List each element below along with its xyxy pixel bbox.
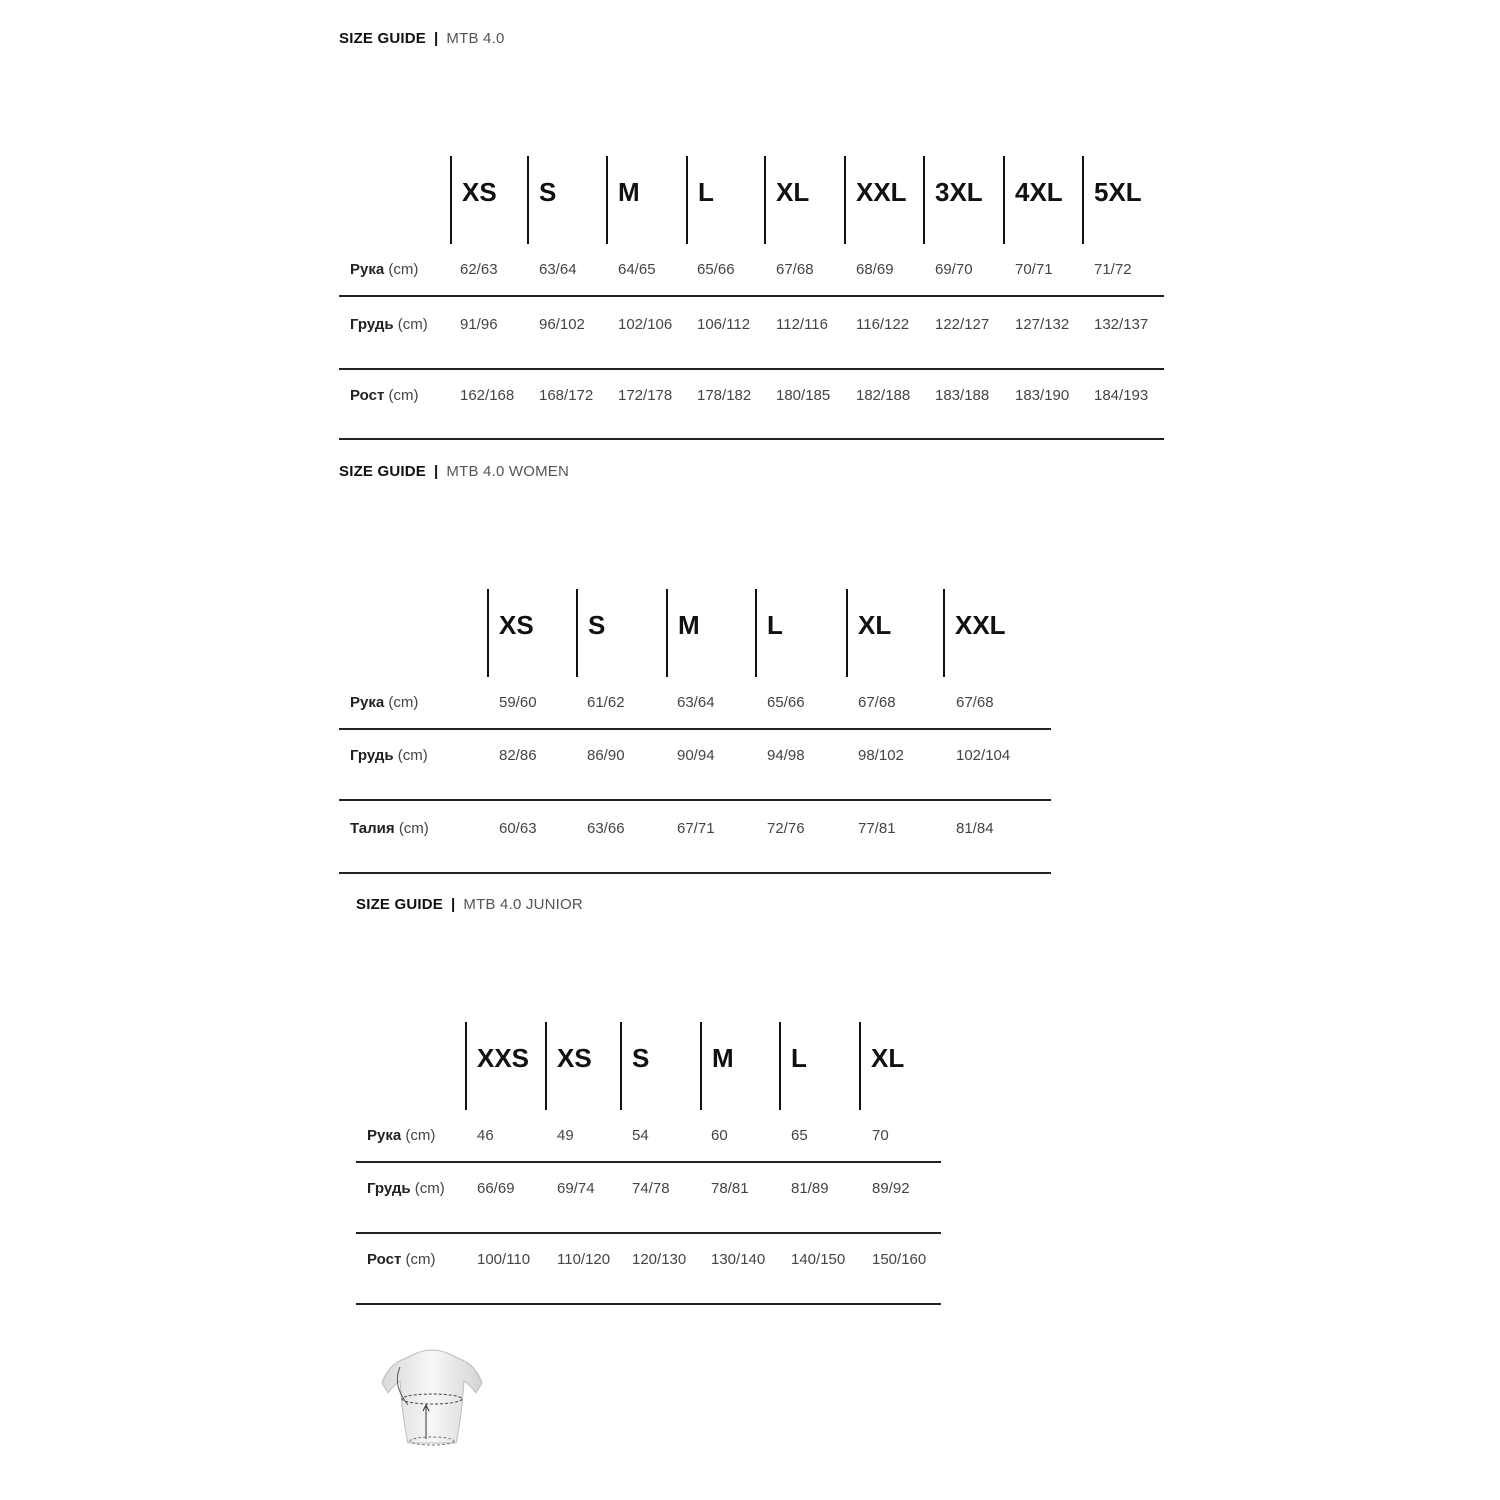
guide-title-junior (356, 896, 583, 913)
size-header-xs: XS (450, 156, 497, 244)
row-label-height (350, 387, 418, 404)
table-cell: 168/172 (539, 387, 594, 404)
table-cell: 63/66 (587, 820, 625, 837)
size-header-xs: XS (545, 1022, 592, 1110)
size-header-xl: XL (764, 156, 809, 244)
torso-icon (372, 1345, 492, 1450)
table-cell: 69/74 (557, 1180, 595, 1197)
row-divider (339, 728, 1051, 730)
table-cell: 67/68 (956, 694, 994, 711)
table-cell: 66/69 (477, 1180, 515, 1197)
table-cell: 78/81 (711, 1180, 749, 1197)
row-divider (356, 1232, 941, 1234)
size-header-xxs: XXS (465, 1022, 529, 1110)
table-cell: 183/188 (935, 387, 990, 404)
size-header-s: S (576, 589, 605, 677)
table-cell: 71/72 (1094, 261, 1132, 278)
guide-title-mtb (339, 30, 505, 47)
table-cell: 116/122 (856, 316, 910, 333)
table-cell: 65 (791, 1127, 808, 1144)
title-separator: | (434, 463, 439, 480)
row-unit: (cm) (388, 694, 419, 711)
row-divider (356, 1303, 941, 1305)
table-cell: 60/63 (499, 820, 537, 837)
guide-title-label: SIZE GUIDE (339, 30, 427, 47)
row-unit: (cm) (388, 387, 419, 404)
table-cell: 183/190 (1015, 387, 1070, 404)
row-divider (339, 368, 1164, 370)
guide-title-label: SIZE GUIDE (339, 463, 427, 480)
row-unit: (cm) (388, 261, 419, 278)
guide-model-name: MTB 4.0 (446, 30, 505, 47)
size-header-xl: XL (846, 589, 891, 677)
table-cell: 91/96 (460, 316, 498, 333)
row-name: Талия (350, 820, 395, 837)
table-cell: 77/81 (858, 820, 896, 837)
guide-title-label: SIZE GUIDE (356, 896, 444, 913)
row-label-chest (367, 1180, 445, 1197)
size-header-xxl: XXL (844, 156, 907, 244)
table-cell: 132/137 (1094, 316, 1149, 333)
size-header-m: M (666, 589, 700, 677)
row-label-waist (350, 820, 429, 837)
table-cell: 94/98 (767, 747, 805, 764)
row-divider (339, 799, 1051, 801)
table-cell: 81/89 (791, 1180, 829, 1197)
table-cell: 60 (711, 1127, 728, 1144)
table-cell: 67/68 (776, 261, 814, 278)
title-separator: | (451, 896, 456, 913)
table-cell: 120/130 (632, 1251, 687, 1268)
table-cell: 172/178 (618, 387, 673, 404)
table-cell: 184/193 (1094, 387, 1149, 404)
table-cell: 63/64 (539, 261, 577, 278)
table-cell: 86/90 (587, 747, 625, 764)
row-label-height (367, 1251, 435, 1268)
row-label-arm (350, 694, 418, 711)
row-label-arm (350, 261, 418, 278)
guide-model-name: MTB 4.0 JUNIOR (463, 896, 583, 913)
table-cell: 102/104 (956, 747, 1011, 764)
table-cell: 81/84 (956, 820, 994, 837)
table-cell: 59/60 (499, 694, 537, 711)
guide-model-name: MTB 4.0 WOMEN (446, 463, 570, 480)
row-name: Рост (350, 387, 385, 404)
row-unit: (cm) (405, 1251, 436, 1268)
table-cell: 127/132 (1015, 316, 1070, 333)
table-cell: 65/66 (697, 261, 735, 278)
table-cell: 180/185 (776, 387, 831, 404)
table-cell: 112/116 (776, 316, 828, 333)
size-header-3xl: 3XL (923, 156, 983, 244)
table-cell: 72/76 (767, 820, 805, 837)
table-cell: 89/92 (872, 1180, 910, 1197)
row-name: Рука (350, 261, 385, 278)
table-cell: 106/112 (697, 316, 751, 333)
table-cell: 54 (632, 1127, 649, 1144)
row-label-arm (367, 1127, 435, 1144)
size-header-xl: XL (859, 1022, 904, 1110)
table-cell: 98/102 (858, 747, 904, 764)
table-cell: 63/64 (677, 694, 715, 711)
size-header-xs: XS (487, 589, 534, 677)
table-cell: 150/160 (872, 1251, 927, 1268)
row-label-chest (350, 316, 428, 333)
table-cell: 96/102 (539, 316, 585, 333)
size-header-xxl: XXL (943, 589, 1006, 677)
size-header-m: M (700, 1022, 734, 1110)
table-cell: 67/71 (677, 820, 715, 837)
row-label-chest (350, 747, 428, 764)
row-divider (339, 872, 1051, 874)
row-name: Грудь (350, 747, 394, 764)
row-unit: (cm) (405, 1127, 436, 1144)
size-header-5xl: 5XL (1082, 156, 1142, 244)
table-cell: 140/150 (791, 1251, 846, 1268)
row-name: Грудь (367, 1180, 411, 1197)
row-unit: (cm) (397, 747, 428, 764)
table-cell: 68/69 (856, 261, 894, 278)
table-cell: 70/71 (1015, 261, 1053, 278)
row-unit: (cm) (414, 1180, 445, 1197)
row-name: Рука (350, 694, 385, 711)
table-cell: 65/66 (767, 694, 805, 711)
table-cell: 82/86 (499, 747, 537, 764)
torso-measurement-illustration (372, 1345, 492, 1450)
table-cell: 102/106 (618, 316, 673, 333)
row-divider (356, 1161, 941, 1163)
table-cell: 64/65 (618, 261, 656, 278)
table-cell: 61/62 (587, 694, 625, 711)
row-name: Рука (367, 1127, 402, 1144)
table-cell: 67/68 (858, 694, 896, 711)
table-cell: 90/94 (677, 747, 715, 764)
size-header-m: M (606, 156, 640, 244)
row-divider (339, 295, 1164, 297)
size-header-l: L (779, 1022, 807, 1110)
table-cell: 122/127 (935, 316, 990, 333)
table-cell: 182/188 (856, 387, 911, 404)
size-header-s: S (620, 1022, 649, 1110)
table-cell: 69/70 (935, 261, 973, 278)
table-cell: 46 (477, 1127, 494, 1144)
title-separator: | (434, 30, 439, 47)
table-cell: 162/168 (460, 387, 515, 404)
table-cell: 70 (872, 1127, 889, 1144)
row-divider (339, 438, 1164, 440)
row-name: Грудь (350, 316, 394, 333)
table-cell: 49 (557, 1127, 574, 1144)
table-cell: 100/110 (477, 1251, 531, 1268)
size-header-4xl: 4XL (1003, 156, 1063, 244)
table-cell: 62/63 (460, 261, 498, 278)
row-name: Рост (367, 1251, 402, 1268)
table-cell: 130/140 (711, 1251, 766, 1268)
table-cell: 74/78 (632, 1180, 670, 1197)
table-cell: 178/182 (697, 387, 752, 404)
size-header-l: L (686, 156, 714, 244)
row-unit: (cm) (398, 820, 429, 837)
guide-title-women (339, 463, 569, 480)
row-unit: (cm) (397, 316, 428, 333)
table-cell: 110/120 (557, 1251, 611, 1268)
size-header-s: S (527, 156, 556, 244)
size-header-l: L (755, 589, 783, 677)
